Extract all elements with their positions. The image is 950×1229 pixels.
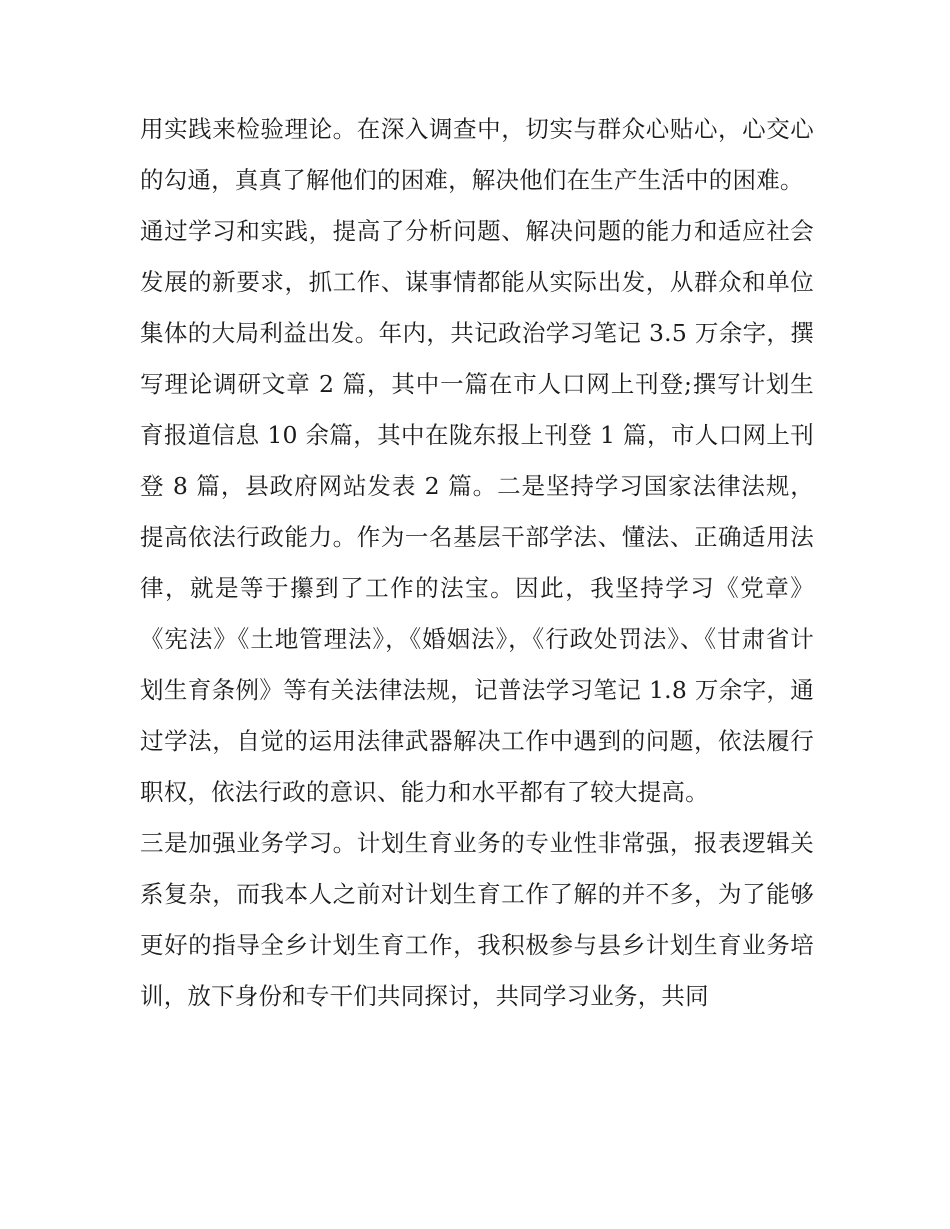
paragraph-practice: 用实践来检验理论。在深入调查中，切实与群众心贴心，心交心的勾通，真真了解他们的困难，解决他们在生产生活中的困难。 xyxy=(140,115,814,194)
paragraph-study-law: 通过学习和实践，提高了分析问题、解决问题的能力和适应社会发展的新要求，抓工作、谋事情都能从实际出发，从群众和单位集体的大局利益出发。年内，共记政治学习笔记 3.5 万余字，撰写理论调研文章 2 篇，其中一篇在市人口网上刊登;撰写计划生育报道信息 10 余篇，其中在陇东报上刊登 1 篇，市人口网上刊登 8 篇，县政府网站发表 2 篇。二是坚持学习国家法律法规，提高依法行政能力。作为一名基层干部学法、懂法、正确适用法律，就是等于攥到了工作的法宝。因此，我坚持学习《党章》《宪法》《土地管理法》，《婚姻法》，《行政处罚法》、《甘肃省计划生育条例》等有关法律法规，记普法学习笔记 1.8 万余字，通过学法，自觉的运用法律武器解决工作中遇到的问题，依法履行职权，依法行政的意识、能力和水平都有了较大提高。 xyxy=(140,217,814,806)
document-body xyxy=(140,104,814,1022)
paragraph-business-study: 三是加强业务学习。计划生育业务的专业性非常强，报表逻辑关系复杂，而我本人之前对计划生育工作了解的并不多，为了能够更好的指导全乡计划生育工作，我积极参与县乡计划生育业务培训，放下身份和专干们共同探讨，共同学习业务，共同 xyxy=(140,829,814,1010)
